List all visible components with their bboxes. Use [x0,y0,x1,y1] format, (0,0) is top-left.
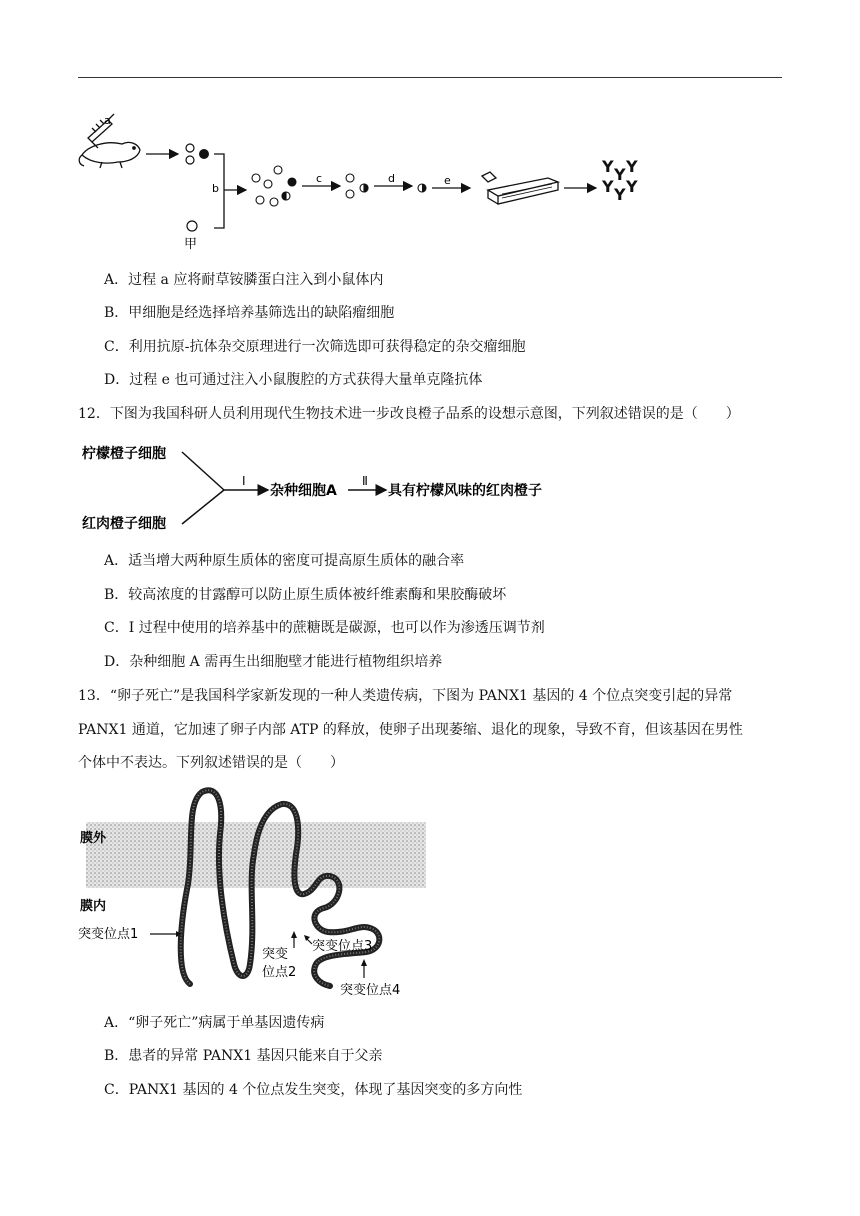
red-orange-cell-label: 红肉橙子细胞 [82,516,166,532]
antibody-icon [601,157,638,204]
orange-fusion-figure [78,438,578,534]
q11-option-c: C．利用抗原-抗体杂交原理进行一次筛选即可获得稳定的杂交瘤细胞 [104,339,526,355]
panx1-channel-figure [78,784,430,1004]
mutation-site-3-label: 突变位点3 [312,939,373,954]
svg-text:Y: Y [614,185,626,204]
q13-stem-line-3: 个体中不表达。下列叙述错误的是（ ） [78,755,344,771]
header-rule [78,77,782,78]
q13-option-b: B．患者的异常 PANX1 基因只能来自于父亲 [104,1048,383,1064]
step-a-label: a [104,114,111,127]
q12-option-a: A．适当增大两种原生质体的密度可提高原生质体的融合率 [104,553,465,569]
hybridoma-cells-icon [346,174,368,198]
step-b-label: b [212,182,219,195]
q13-option-a: A．“卵子死亡”病属于单基因遗传病 [104,1015,325,1031]
fused-cells-icon [252,166,296,206]
step-e-label: e [444,174,451,187]
mutation-site-2-label-a: 突变 [262,947,289,962]
result-orange-label: 具有柠檬风味的红肉橙子 [388,483,542,499]
step-c-label: c [316,172,323,185]
svg-text:Y: Y [626,177,638,196]
q12-option-d: D．杂种细胞 A 需再生出细胞壁才能进行植物组织培养 [104,654,443,670]
q11-option-a: A．过程 a 应将耐草铵膦蛋白注入到小鼠体内 [104,272,384,288]
svg-text:Y: Y [626,157,638,176]
step-ii-label: Ⅱ [362,474,368,488]
lemon-orange-cell-label: 柠檬橙子细胞 [82,446,166,462]
step-i-label: I [242,474,246,488]
q12-option-c: C．I 过程中使用的培养基中的蔗糖既是碳源，也可以作为渗透压调节剂 [104,620,545,636]
mutation-site-4-label: 突变位点4 [340,983,401,998]
q13-option-c: C．PANX1 基因的 4 个位点发生突变，体现了基因突变的多方向性 [104,1082,523,1098]
q12-stem: 12．下图为我国科研人员利用现代生物技术进一步改良橙子品系的设想示意图，下列叙述错误的是（ ） [78,406,740,422]
mutation-site-1-label: 突变位点1 [78,927,139,942]
myeloma-cell-icon [187,221,197,231]
svg-text:Y: Y [614,165,626,184]
q11-option-b: B．甲细胞是经选择培养基筛选出的缺陷瘤细胞 [104,305,395,321]
step-d-label: d [388,172,395,185]
q11-option-d: D．过程 e 也可通过注入小鼠腹腔的方式获得大量单克隆抗体 [104,372,483,388]
b-cell-icon [186,144,194,152]
cell-jia-label: 甲 [184,237,198,252]
mouse-icon [79,142,140,168]
hybrid-cell-a-label: 杂种细胞A [270,483,337,499]
b-cell-icon [199,149,209,159]
mutation-site-2-label-b: 位点2 [262,965,297,980]
svg-text:Y: Y [602,157,614,176]
q13-stem-line-2: PANX1 通道，它加速了卵子内部 ATP 的释放，使卵子出现萎缩、退化的现象，导致不育，但该基因在男性 [78,722,743,738]
inside-membrane-label: 膜内 [80,899,107,914]
culture-flask-icon [482,172,558,204]
q13-stem-line-1: 13．“卵子死亡”是我国科学家新发现的一种人类遗传病，下图为 PANX1 基因的 4 个位点突变引起的异常 [78,688,733,704]
q12-option-b: B．较高浓度的甘露醇可以防止原生质体被纤维素酶和果胶酶破坏 [104,587,507,603]
b-cell-icon [186,156,194,164]
svg-text:Y: Y [602,177,614,196]
outside-membrane-label: 膜外 [80,831,107,846]
hybridoma-process-figure [78,110,658,255]
